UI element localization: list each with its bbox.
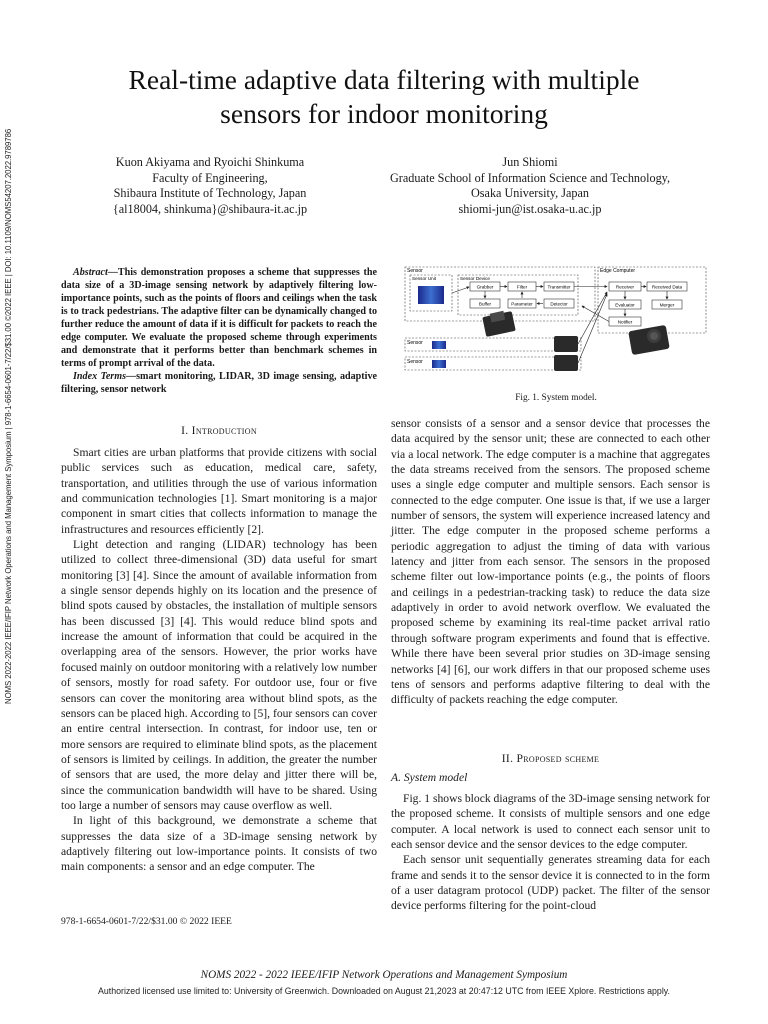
section-heading-1 <box>61 424 377 437</box>
figure-caption: Fig. 1. System model. <box>515 393 597 403</box>
author-email: {al18004, shinkuma}@shibaura-it.ac.jp <box>112 201 308 216</box>
sensor-label-3: Sensor <box>407 359 423 365</box>
license-footer: Authorized licensed use limited to: University of Greenwich. Downloaded on August 21,2023 at 20:47:12 UTC from IEEE Xplore. Restrictions apply. <box>98 986 670 996</box>
author-affiliation: Faculty of Engineering, <box>152 170 268 185</box>
author-affiliation: Graduate School of Information Science and Technology, <box>389 170 671 185</box>
section-heading-2 <box>391 752 710 765</box>
abstract-text: This demonstration proposes a scheme that suppresses the data size of a 3D-image sensing network by adaptively filtering low-importance points, such as the points of floors and ceilings when the task is to track pedestrians. The adaptive filter can be dynamically changed to further reduce the amount of data if it is difficult for packets to reach the edge computer. We evaluate the proposed scheme through experiments and demonstrate that it performs better than benchmark schemes in terms of prompt arrival of the data. <box>61 267 377 370</box>
conference-footer: NOMS 2022 - 2022 IEEE/IFIP Network Operations and Management Symposium <box>200 969 568 981</box>
merger-label: Merger <box>659 302 675 308</box>
title-line-1: Real-time adaptive data filtering with multiple <box>128 64 640 95</box>
buffer-label: Buffer <box>478 301 492 307</box>
author-block-2 <box>350 155 710 217</box>
figure-system-model <box>402 262 710 384</box>
sensor-image <box>418 286 444 304</box>
side-doi-note: NOMS 2022-2022 IEEE/IFIP Network Operations and Management Symposium | 978-1-6654-0601-7/22/$31.00 ©2022 IEEE | DOI: 10.1109/NOMS54207.2022.9789786 <box>4 128 13 704</box>
index-terms-text: —smart monitoring, LIDAR, 3D image sensing, adaptive filtering, sensor network <box>61 371 377 396</box>
paragraph: Smart cities are urban platforms that provide citizens with social public services such as education, medical care, safety, transportation, and utilities through the use of various information and communication technologies [1]. Smart monitoring is a major component in smart cities that collects information to manage the infrastructures and resources efficiently [2]. <box>61 446 377 536</box>
sensor-label-2: Sensor <box>407 340 423 346</box>
paper-title <box>0 63 768 131</box>
parameter-label: Parameter <box>511 301 533 307</box>
copyright-notice: 978-1-6654-0601-7/22/$31.00 © 2022 IEEE <box>61 916 232 927</box>
right-column-body <box>391 416 710 708</box>
receiver-label: Receiver <box>615 284 635 290</box>
notifier-label: Notifier <box>617 319 633 325</box>
abstract-label: Abstract <box>73 267 108 278</box>
section-number: I. <box>181 424 189 437</box>
edge-computer-label: Edge Computer <box>600 268 636 274</box>
edge-device-image <box>628 325 670 355</box>
evaluator-label: Evaluator <box>615 302 635 308</box>
abstract-dash: — <box>107 267 118 278</box>
filter-label: Filter <box>516 284 528 290</box>
author-affiliation: Osaka University, Japan <box>470 186 589 201</box>
sensor-device-label: Sensor Device <box>460 276 490 281</box>
paragraph: sensor consists of a sensor and a sensor device that processes the data acquired by the sensor unit; these are connected to each other via a local network. The edge computer is a machine that aggregates the data streams received from the sensors. The proposed scheme uses a single edge computer and multiple sensors. Each sensor is connected to the edge computer. One issue is that, if we use a larger number of sensors, the system will experience increased latency and jitter. The edge computer in the proposed scheme performs a periodic aggregation to adjust the timing of data with various latency and jitter from each sensor. The sensors in the proposed scheme filter out low-importance points (e.g., the points of floors and ceilings in a pedestrian-tracking task) to reduce the data size adaptively in order to avoid network overflow. We evaluated the proposed scheme by examining its real-time packet arrival ratio through software program experiments and found that is effective. While there have been several prior studies on 3D-image sensing networks [4] [6], our work differs in that our proposed scheme uses tens of sensors and performs adaptive filtering to deal with the difficulty of packets reaching the edge computer. <box>391 417 710 707</box>
jetson-device-image <box>482 311 516 337</box>
received-data-label: Received Data <box>651 284 683 290</box>
title-line-2: sensors for indoor monitoring <box>220 98 548 129</box>
paragraph: Fig. 1 shows block diagrams of the 3D-image sensing network for the proposed scheme. It consists of multiple sensors and one edge computer. A local network is used to connect each sensor unit to each sensor device and the sensor devices to the edge computer. <box>391 792 710 852</box>
author-email: shiomi-jun@ist.osaka-u.ac.jp <box>458 201 602 216</box>
author-affiliation: Shibaura Institute of Technology, Japan <box>113 186 307 201</box>
author-names: Kuon Akiyama and Ryoichi Shinkuma <box>115 155 305 169</box>
paragraph: Light detection and ranging (LIDAR) technology has been utilized to collect three-dimensional (3D) data useful for smart monitoring [3] [4]. Since the amount of available information from a single sensor depends highly on its location and the presence of blind spots caused by obstacles, the installation of multiple sensors has been discussed [3] [4]. This would reduce blind spots and increase the amount of information that could be acquired in the overlapping area of the sensors. However, the prior works have focused mainly on outdoor monitoring with a relatively low number of sensors, mostly for road safety. For outdoor use, four or five sensors can cover the monitoring area without blind spots, as the sensors can be placed high. According to [5], four sensors can cover an entire central intersection. In contrast, for indoor use, ten or more sensors are required to eliminate blind spots, as the placement of sensors is limited by ceilings. In addition, the greater the number of sensors that are used, the more delay and jitter there will be, since the communication bandwidth will have to be shared. Using too large a number of sensors may cause overflow as well. <box>61 538 377 812</box>
intro-body <box>61 445 377 875</box>
system-model-body <box>391 791 710 914</box>
section-title: Introduction <box>191 424 257 437</box>
sensor-label: Sensor <box>407 268 423 274</box>
index-terms-label: Index Terms <box>73 371 127 383</box>
author-names: Jun Shiomi <box>502 155 558 169</box>
sensor-unit-label: Sensor Unit <box>412 276 437 281</box>
paragraph: Each sensor unit sequentially generates streaming data for each frame and sends it to the sensor device it is connected to in the form of a user datagram protocol (UDP) packet. The filter of the sensor device performs filtering for the point-cloud <box>391 853 710 913</box>
section-title: Proposed scheme <box>516 752 600 765</box>
subsection-heading: A. System model <box>391 771 468 784</box>
section-number: II. <box>501 752 514 765</box>
detector-label: Detector <box>550 301 568 307</box>
transmitter-label: Transmitter <box>547 284 571 290</box>
grabber-label: Grabber <box>476 284 494 290</box>
paragraph: In light of this background, we demonstrate a scheme that suppresses the data size of a 3D-image sensing network by adaptively filtering out low-importance points. It consists of two main components: a sensor and an edge computer. The <box>61 814 377 874</box>
sensor-device-box <box>458 275 578 315</box>
system-model-diagram <box>402 262 710 384</box>
abstract <box>61 266 377 396</box>
author-block-1 <box>70 155 350 217</box>
